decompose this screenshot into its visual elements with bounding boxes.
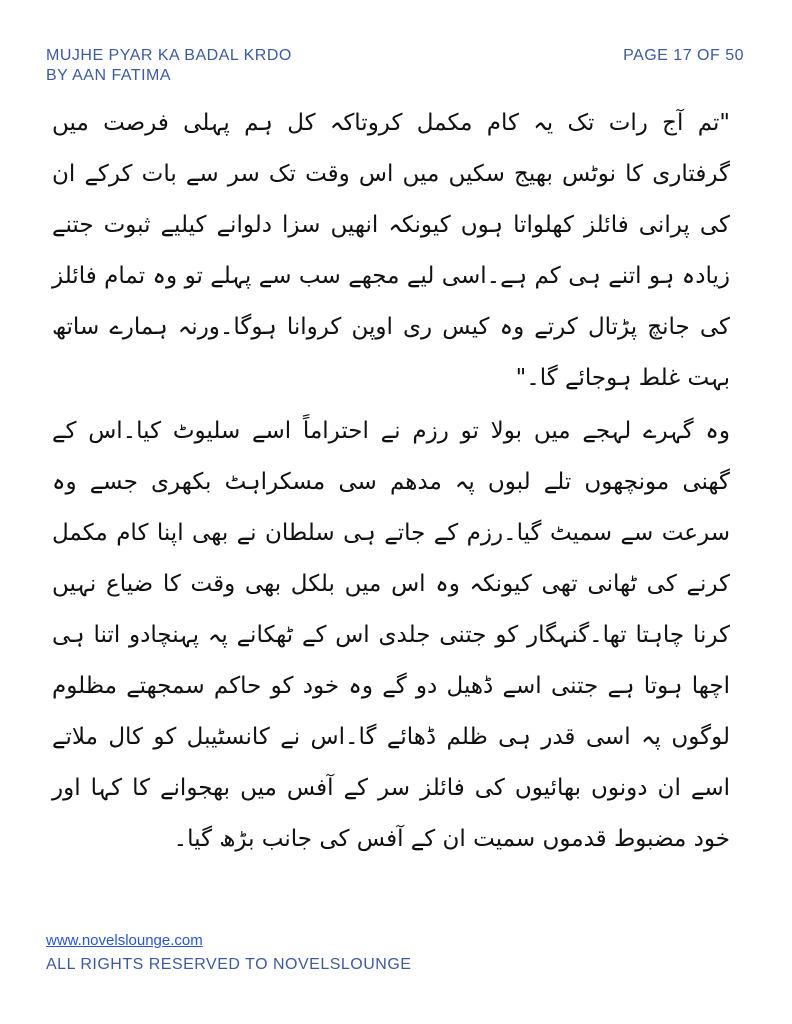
footer-rights-notice: ALL RIGHTS RESERVED TO NOVELSLOUNGE bbox=[46, 956, 412, 973]
document-author: BY AAN FATIMA bbox=[46, 67, 172, 84]
page-number: PAGE 17 OF 50 bbox=[623, 47, 744, 64]
paragraph-2: وہ گہرے لہجے میں بولا تو رزم نے احتراماً اسے سلیوٹ کیا۔اس کے گھنی مونچھوں تلے لبوں پہ مدھم سی مسکراہٹ بکھری جسے وہ سرعت سے سمیٹ گیا۔رزم کے جاتے ہی سلطان نے بھی اپنا کام مکمل کرنے کی ٹھانی تھی کیونکہ وہ اس میں بلکل بھی وقت کا ضیاع نہیں کرنا چاہتا تھا۔گنہگار کو جتنی جلدی اس کے ٹھکانے پہ پہنچادو اتنا ہی اچھا ہوتا ہے جتنی اسے ڈھیل دو گے وہ خود کو حاکم سمجھتے مظلوم لوگوں پہ اسی قدر ہی ظلم ڈھائے گا۔اس نے کانسٹیبل کو کال ملاتے اسے ان دونوں بھائیوں کی فائلز سر کے آفس میں بھجوانے کا کہا اور خود مضبوط قدموں سمیت ان کے آفس کی جانب بڑھ گیا۔ bbox=[52, 418, 730, 852]
footer-website-link[interactable]: www.novelslounge.com bbox=[46, 932, 203, 949]
paragraph-1: "تم آج رات تک یہ کام مکمل کروتاکہ کل ہم پہلی فرصت میں گرفتاری کا نوٹس بھیج سکیں میں اس وقت تک سر سے بات کرکے ان کی پرانی فائلز کھلواتا ہوں کیونکہ انھیں سزا دلوانے کیلیے ثبوت جتنے زیادہ ہو اتنے ہی کم ہے۔اسی لیے مجھے سب سے پہلے تو وہ تمام فائلز کی جانچ پڑتال کرتے وہ کیس ری اوپن کروانا ہوگا۔ورنہ ہمارے ساتھ بہت غلط ہوجائے گا۔" bbox=[52, 110, 730, 391]
document-title: MUJHE PYAR KA BADAL KRDO bbox=[46, 47, 292, 64]
